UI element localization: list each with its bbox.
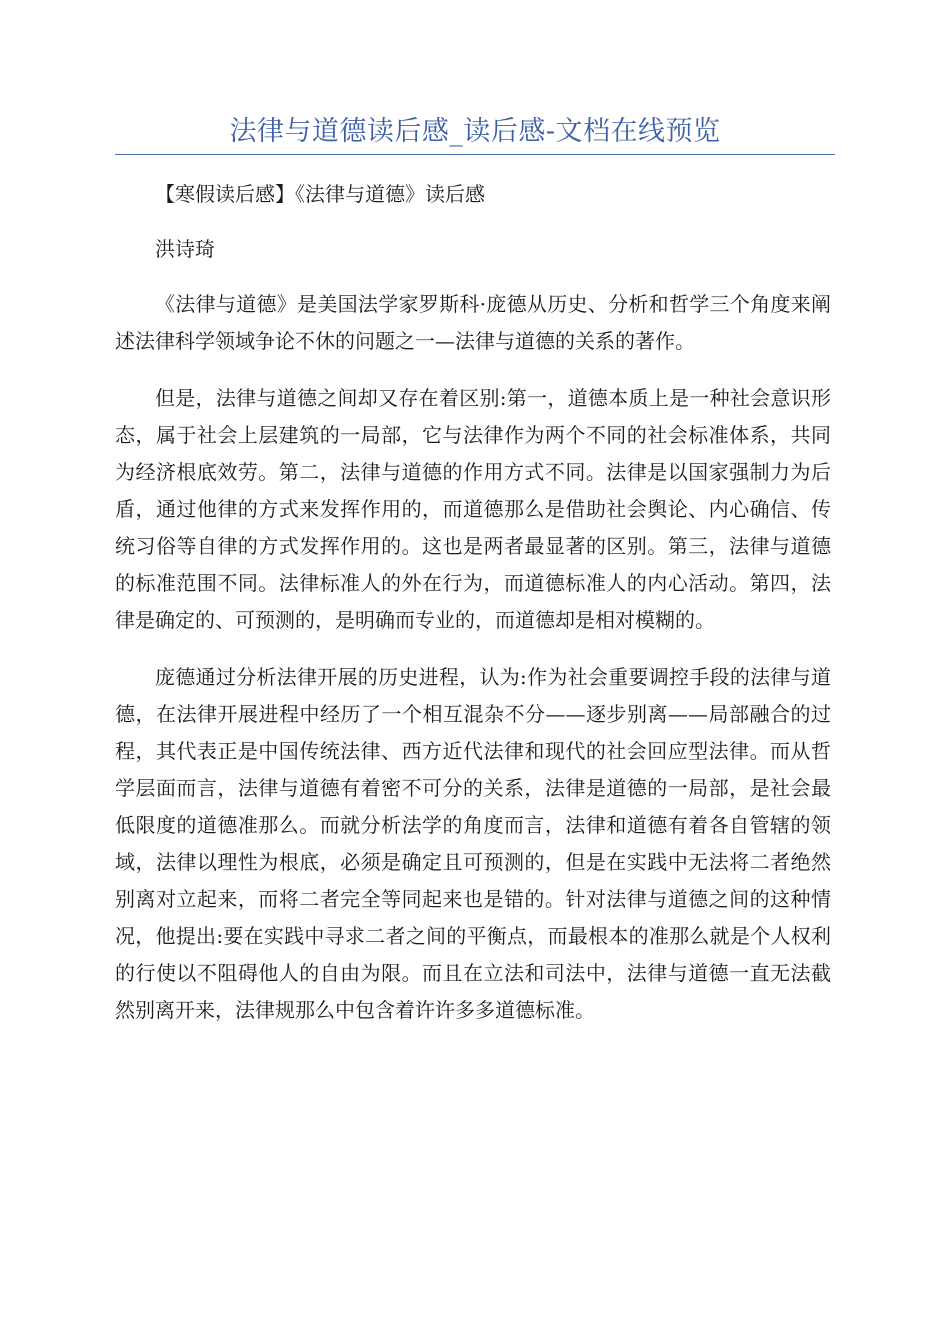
document-body	[115, 176, 831, 1049]
article-heading: 【寒假读后感】《法律与道德》读后感	[155, 182, 485, 206]
title-divider	[115, 154, 835, 155]
paragraph-1: 《法律与道德》是美国法学家罗斯科·庞德从历史、分析和哲学三个角度来阐述法律科学领域争论不休的问题之一—法律与道德的关系的著作。	[115, 292, 831, 353]
paragraph-3: 庞德通过分析法律开展的历史进程，认为:作为社会重要调控手段的法律与道德，在法律开展进程中经历了一个相互混杂不分——逐步别离——局部融合的过程，其代表正是中国传统法律、西方近代法律和现代的社会回应型法律。而从哲学层面而言，法律与道德有着密不可分的关系，法律是道德的一局部，是社会最低限度的道德准那么。而就分析法学的角度而言，法律和道德有着各自管辖的领域，法律以理性为根底，必须是确定且可预测的，但是在实践中无法将二者绝然别离对立起来，而将二者完全等同起来也是错的。针对法律与道德之间的这种情况，他提出:要在实践中寻求二者之间的平衡点，而最根本的准那么就是个人权利的行使以不阻碍他人的自由为限。而且在立法和司法中，法律与道德一直无法截然别离开来，法律规那么中包含着许许多多道德标准。	[115, 665, 831, 1022]
article-author: 洪诗琦	[155, 237, 215, 261]
paragraph-2: 但是，法律与道德之间却又存在着区别:第一，道德本质上是一种社会意识形态，属于社会上层建筑的一局部，它与法律作为两个不同的社会标准体系，共同为经济根底效劳。第二，法律与道德的作用方式不同。法律是以国家强制力为后盾，通过他律的方式来发挥作用的，而道德那么是借助社会舆论、内心确信、传统习俗等自律的方式发挥作用的。这也是两者最显著的区别。第三，法律与道德的标准范围不同。法律标准人的外在行为，而道德标准人的内心活动。第四，法律是确定的、可预测的，是明确而专业的，而道德却是相对模糊的。	[115, 386, 831, 632]
document-title: 法律与道德读后感_读后感-文档在线预览	[229, 116, 721, 147]
